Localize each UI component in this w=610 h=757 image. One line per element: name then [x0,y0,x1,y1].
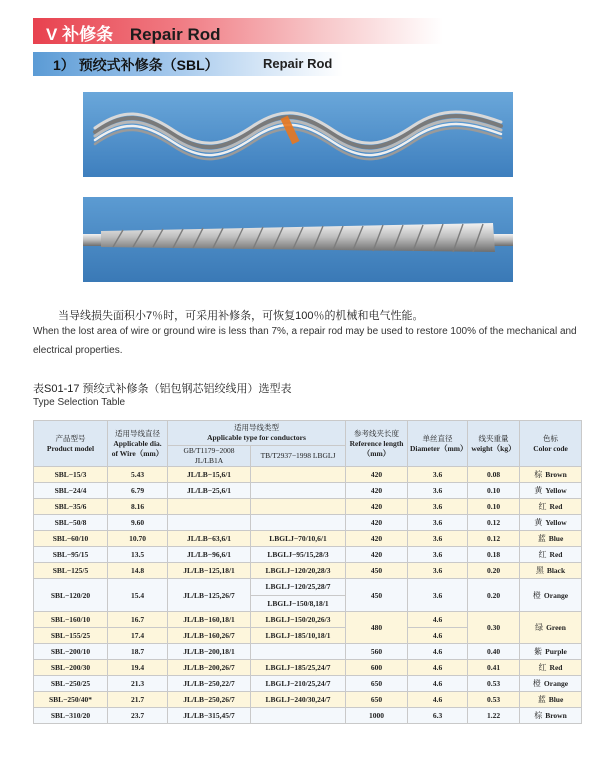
section-title-zh: 补修条 [62,25,114,44]
description-zh: 当导线损失面积小7％时，可采用补修条，可恢复100％的机械和电气性能。 [58,310,424,322]
table-row: SBL−50/8 9.60 420 3.6 0.12 黄 Yellow [34,515,582,531]
table-row: SBL−15/3 5.43 JL/LB−15,6/1 420 3.6 0.08 棕 Brown [34,467,582,483]
table-row: SBL−250/40* 21.7 JL/LB−250,26/7 LBGLJ−240/30,24/7 650 4.6 0.53 蓝 Blue [34,692,582,708]
table-row: SBL−200/30 19.4 JL/LB−200,26/7 LBGLJ−185/25,24/7 600 4.6 0.41 红 Red [34,660,582,676]
description-en: When the lost area of wire or ground wire is less than 7%, a repair rod may be used to restore 100% of the mechanical and electrical properties. [33,326,577,356]
table-row: SBL−200/10 18.7 JL/LB−200,18/1 560 4.6 0.40 紫 Purple [34,644,582,660]
type-selection-table [33,420,582,724]
subsection-title-en: Repair Rod [263,56,333,71]
table-row: SBL−160/10 16.7 JL/LB−160,18/1 LBGLJ−150/20,26/3 480 4.6 0.30 绿 Green [34,612,582,628]
table-row: SBL−250/25 21.3 JL/LB−250,22/7 LBGLJ−210/25,24/7 650 4.6 0.53 橙 Orange [34,676,582,692]
installed-rod-photo [83,197,513,282]
table-row: SBL−60/10 10.70 JL/LB−63,6/1 LBGLJ−70/10,6/1 420 3.6 0.12 蓝 Blue [34,531,582,547]
table-title: 表S01-17 预绞式补修条（铝包钢芯铝绞线用）选型表 [33,383,292,395]
col-product: 产品型号 Product model [34,421,108,467]
col-wire-dia: 适用导线直径 Applicable dia. of Wire（mm） [108,421,168,467]
col-gb: GB/T1179−2008 JL/LB1A [168,446,251,467]
col-diameter: 单丝直径 Diameter（mm） [408,421,468,467]
section-header [33,18,443,44]
table-row: SBL−24/4 6.79 JL/LB−25,6/1 420 3.6 0.10 黄 Yellow [34,483,582,499]
subsection-title-zh: 预绞式补修条（SBL） [78,57,219,73]
table-row: SBL−95/15 13.5 JL/LB−96,6/1 LBGLJ−95/15,28/3 420 3.6 0.18 红 Red [34,547,582,563]
table-row: SBL−310/20 23.7 JL/LB−315,45/7 1000 6.3 1.22 棕 Brown [34,708,582,724]
table-subtitle: Type Selection Table [33,397,126,408]
col-color: 色标 Color code [520,421,582,467]
subsection-index: 1） [53,57,75,73]
section-title [46,20,221,45]
col-weight: 线夹重量 weight（kg） [468,421,520,467]
table-row: SBL−35/6 8.16 420 3.6 0.10 红 Red [34,499,582,515]
col-conductor-type: 适用导线类型 Applicable type for conductors [168,421,346,446]
section-number: V [46,25,58,44]
table-row-continued: LBGLJ−150/8,18/1 [34,595,582,612]
col-length: 参考线夹长度 Reference length（mm） [346,421,408,467]
repair-rod-photo [83,92,513,177]
col-tb: TB/T2937−1998 LBGLJ [251,446,346,467]
table-row: SBL−155/25 17.4 JL/LB−160,26/7 LBGLJ−185/10,18/1 4.6 [34,628,582,644]
section-title-en: Repair Rod [129,25,221,44]
table-row: SBL−125/5 14.8 JL/LB−125,18/1 LBGLJ−120/20,28/3 450 3.6 0.20 黑 Black [34,563,582,579]
subsection-title [53,55,219,75]
table-row: SBL−120/20 15.4 JL/LB−125,26/7 LBGLJ−120/25,28/7 450 3.6 0.20 橙 Orange [34,579,582,596]
